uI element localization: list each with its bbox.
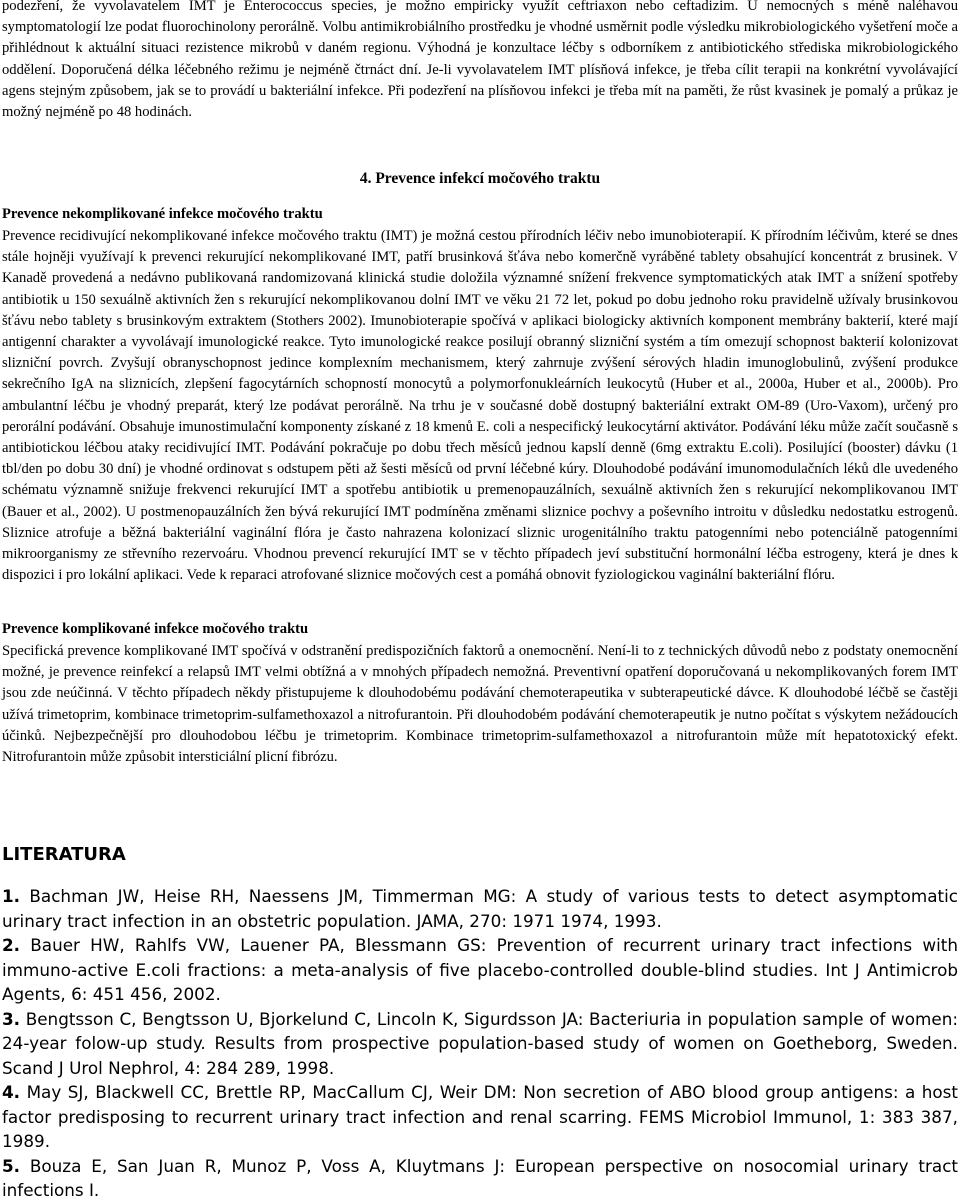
reference-text: Bachman JW, Heise RH, Naessens JM, Timmerman MG: A study of various tests to detect asymptomatic urinary tract infection in an obstetric population. JAMA, 270: 1971 1974, 1993.: [2, 886, 958, 931]
reference-item: [2, 1007, 958, 1081]
reference-item: [2, 1080, 958, 1154]
reference-item: [2, 933, 958, 1007]
section-title: 4. Prevence infekcí močového traktu: [359, 170, 601, 187]
reference-list: [2, 884, 958, 1203]
reference-number: 4.: [2, 1082, 21, 1102]
reference-item: [2, 1154, 958, 1203]
reference-number: 1.: [2, 886, 21, 906]
reference-number: 5.: [2, 1155, 21, 1176]
reference-text: May SJ, Blackwell CC, Brettle RP, MacCallum CJ, Weir DM: Non secretion of ABO blood group antigens: a host factor predisposing to recurrent urinary tract infection and renal scarring. FEMS Microbiol Immunol, 1: 383 387, 1989.: [2, 1082, 958, 1151]
reference-number: 3.: [2, 1008, 21, 1029]
uncomplicated-paragraph: Prevence recidivující nekomplikované infekce močového traktu (IMT) je možná cestou přírodních léčiv nebo imunobioterapií. K přírodním léčivům, které se dnes stále hojněji využívají k prevenci rekurující nekomplikované IMT, patří brusinková šťáva nebo komerčně vyráběné tablety obsahující koncentrát z brusinek. V Kanadě provedená a nedávno publikovaná randomizovaná klinická studie doložila významné snížení frekvence symptomatických atak IMT a snížení spotřeby antibiotik u 150 sexuálně aktivních žen s rekurující nekomplikovanou dolní IMT ve věku 21 72 let, pokud po dobu jednoho roku pravidelně užívaly brusinkovou šťávu nebo tablety s brusinkovým extraktem (Stothers 2002). Imunobioterapie spočívá v aplikaci biologicky aktivních komponent membrány bakterií, které mají antigenní charakter a vyvolávají imunologické reakce. Tyto imunologické reakce posilují obranný slizniční systém a tím omezují schopnost bakterií kolonizovat slizniční povrch. Zvyšují obranyschopnost jedince komplexním mechanismem, který zahrnuje zvýšení sérových hladin imunoglobulinů, zvýšení produkce sekrečního IgA na sliznicích, zlepšení fagocytárních schopností monocytů a polymorfonukleárních leukocytů (Huber et al., 2000a, Huber et al., 2000b). Pro ambulantní léčbu je vhodný preparát, který lze podávat perorálně. Na trhu je v současné době dostupný bakteriální extrakt OM-89 (Uro-Vaxom), určený pro perorální podávání. Obsahuje imunostimulační komponenty získané z 18 kmenů E. coli a nespecifický leukocytární aktivátor. Podávání léku může začít současně s antibiotickou léčbou ataky recidivující IMT. Podávání pokračuje po dobu třech měsíců jednou kapslí denně (6mg extraktu E.coli). Posilující (booster) dávku (1 tbl/den po dobu 30 dní) je vhodné ordinovat s odstupem pěti až šesti měsíců od první léčebné kúry. Dlouhodobé podávání imunomodulačních léků dle uvedeného schématu významně snižuje frekvenci rekurující IMT a spotřebu antibiotik u premenopauzálních, sexuálně aktivních žen s rekurující nekomplikovanou IMT (Bauer et al., 2002). U postmenopauzálních žen bývá rekurující IMT podmíněna změnami sliznice pochvy a poševního introitu v důsledku nedostatku estrogenů. Sliznice atrofuje a běžná bakteriální vaginální flóra je často nahrazena kolonizací sliznic urogenitálního traktu patogenními nebo potenciálně patogenními mikroorganismy ze střevního rezervoáru. Vhodnou prevencí rekurující IMT se v těchto případech jeví substituční hormonální léčba estrogeny, která je dnes k dispozici i pro lokální aplikaci. Vede k reparaci atrofované sliznice močových cest a pomáhá obnovit fyziologickou vaginální bakteriální flóru.: [2, 228, 958, 584]
complicated-heading: Prevence komplikované infekce močového traktu: [2, 621, 309, 637]
uncomplicated-heading: Prevence nekomplikované infekce močového traktu: [2, 206, 323, 222]
reference-item: [2, 884, 958, 933]
reference-text: Bengtsson C, Bengtsson U, Bjorkelund C, Lincoln K, Sigurdsson JA: Bacteriuria in population sample of women: 24-year folow-up study. Results from prospective population-based study of women on Goetheborg, Sweden. Scand J Urol Nephrol, 4: 284 289, 1998.: [2, 1008, 958, 1078]
literature-title: LITERATURA: [2, 844, 126, 865]
complicated-paragraph: Specifická prevence komplikované IMT spočívá v odstranění predispozičních faktorů a onemocnění. Není-li to z technických důvodů nebo z podstaty onemocnění možné, je prevence reinfekcí a relapsů IMT velmi obtížná a v mnohých případech nemožná. Preventivní opatření doporučovaná u nekomplikovaných forem IMT jsou zde neúčinná. V těchto případech někdy přistupujeme k dlouhodobému podávání chemoterapeutika v subterapeutické dávce. K dlouhodobé léčbě se častěji užívá trimetoprim, kombinace trimetoprim-sulfamethoxazol a nitrofurantoin. Při dlouhodobém podávání chemoterapeutik je nutno počítat s výskytem nežádoucích účinků. Nejbezpečnější pro dlouhodobou léčbu je trimetoprim. Kombinace trimetoprim-sulfamethoxazol a nitrofurantoin může mít hepatotoxický efekt. Nitrofurantoin může způsobit intersticiální plicní fibrózu.: [2, 643, 958, 766]
reference-text: Bauer HW, Rahlfs VW, Lauener PA, Blessmann GS: Prevention of recurrent urinary tract infections with immuno-active E.coli fractions: a meta-analysis of five placebo-controlled double-blind studies. Int J Antimicrob Agents, 6: 451 456, 2002.: [2, 935, 958, 1004]
intro-paragraph: podezření, že vyvolavatelem IMT je Enterococcus species, je možno empiricky využít ceftriaxon nebo ceftadizim. U nemocných s méně naléhavou symptomatologií lze podat fluorochinolony perorálně. Volbu antimikrobiálního prostředku je vhodné usměrnit podle výsledku mikrobiologického vyšetření moče a přihlédnout k aktuální situaci rezistence mikrobů v daném regionu. Výhodná je konzultace léčby s odborníkem z antibiotického střediska mikrobiologického oddělení. Doporučená délka léčebného režimu je nejméně čtrnáct dní. Je-li vyvolavatelem IMT plísňová infekce, je třeba cílit terapii na konkrétní vyvolávající agens stejným způsobem, jak se to provádí u bakteriální infekce. Při podezření na plísňovou infekci je třeba mít na paměti, že růst kvasinek je pomalý a průkaz je možný nejméně po 48 hodinách.: [2, 0, 958, 121]
reference-text: Bouza E, San Juan R, Munoz P, Voss A, Kluytmans J: European perspective on nosocomial urinary tract infections I.: [2, 1155, 958, 1200]
reference-number: 2.: [2, 935, 21, 955]
